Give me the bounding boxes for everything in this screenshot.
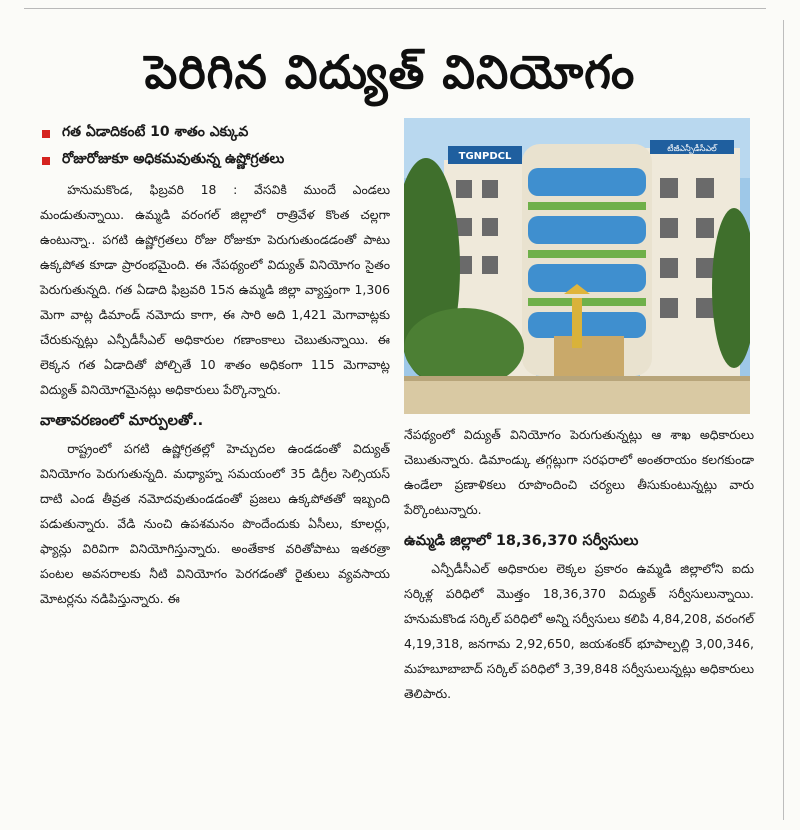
column-rule [783, 20, 784, 820]
article-paragraph-services: ఎన్పీడీసీఎల్ అధికారుల లెక్కల ప్రకారం ఉమ్మడి జిల్లాలోని ఐదు సర్కిళ్ల పరిధిలో మొత్తం 18,36,370 విద్యుత్ సర్వీసులున్నాయి. హనుమకొండ సర్కిల్ పరిధిలో అన్ని సర్వీసులు కలిపి 4,84,208, వరంగల్ 4,19,318, జనగామ 2,92,650, జయశంకర్ భూపాల్పల్లి 3,00,346, మహబూబాబాద్ సర్కిల్ పరిధిలో 3,39,848 సర్వీసులున్నట్లు అధికారులు తెలిపారు. [404, 561, 754, 701]
subhead-weather-changes: వాతావరణంలో మార్పులతో.. [40, 413, 204, 429]
highlights-list [42, 120, 412, 174]
highlight-item [42, 147, 412, 174]
headline: పెరిగిన విద్యుత్ వినియోగం [144, 45, 636, 99]
highlight-item [42, 120, 412, 147]
highlight-text: రోజురోజుకూ అధికమవుతున్న ఉష్ణోగ్రతలు [62, 151, 285, 167]
building-illustration [404, 118, 750, 414]
subhead-services-count: ఉమ్మడి జిల్లాలో 18,36,370 సర్వీసులు [404, 533, 639, 549]
article-paragraph-continued: నేపథ్యంలో విద్యుత్ వినియోగం పెరుగుతున్నట్లు ఆ శాఖ అధికారులు చెబుతున్నారు. డిమాండ్కు తగ్గట్లుగా సరఫరాలో అంతరాయం కలగకుండా ఉండేలా ప్రణాళికలు రూపొందించి చర్యలు తీసుకుంటున్నట్లు వారు పేర్కొంటున్నారు. [404, 427, 754, 517]
sign-tgnpdcl: TGNPDCL [458, 151, 512, 162]
tgnpdcl-building-photo [404, 118, 750, 414]
article-paragraph-intro: హనుమకొండ, ఫిబ్రవరి 18 : వేసవికి ముందే ఎండలు మండుతున్నాయి. ఉమ్మడి వరంగల్ జిల్లాలో రాత్రివేళ కొంత చల్లగా ఉంటున్నా.. పగటి ఉష్ణోగ్రతలు రోజు రోజుకూ పెరుగుతుండడంతో పాటు ఉక్కపోత కూడా ప్రారంభమైంది. ఈ నేపథ్యంలో విద్యుత్ వినియోగం సైతం పెరుగుతున్నది. గత ఏడాది ఫిబ్రవరి 15న ఉమ్మడి జిల్లా వ్యాప్తంగా 1,306 మెగా వాట్ల డిమాండ్ నమోదు కాగా, ఈ సారి అది 1,421 మెగావాట్లకు చేరుకున్నట్లు ఎన్పీడీసీఎల్ అధికారుల గణాంకాలు చెబుతున్నాయి. ఈ లెక్కన గత ఏడాదితో పోల్చితే 10 శాతం అధికంగా 115 మెగావాట్ల విద్యుత్ వినియోగమైనట్లు అధికారులు పేర్కొన్నారు. [40, 182, 390, 397]
right-column [404, 422, 754, 706]
left-column [40, 177, 390, 611]
red-square-bullet-icon [42, 130, 50, 138]
red-square-bullet-icon [42, 157, 50, 165]
highlight-text: గత ఏడాదికంటే 10 శాతం ఎక్కువ [62, 124, 249, 140]
article-paragraph-weather: రాష్ట్రంలో పగటి ఉష్ణోగ్రతల్లో హెచ్చుదల ఉండడంతో విద్యుత్ వినియోగం పెరుగుతున్నది. మధ్యాహ్న సమయంలో 35 డిగ్రీల సెల్సియస్ దాటి ఎండ తీవ్రత నమోదవుతుండడంతో ప్రజలు ఉక్కపోతతో ఇబ్బంది పడుతున్నారు. వేడి నుంచి ఉపశమనం పొందేందుకు ఏసీలు, కూలర్లు, ఫ్యాన్లు విరివిగా వినియోగిస్తున్నారు. అంతేకాక వరితోపాటు ఇతరత్రా పంటల అవసరాలకు నీటి వినియోగం పెరగడంతో రైతులు వ్యవసాయ మోటర్లను నడిపిస్తున్నారు. ఈ [40, 441, 390, 606]
top-rule [24, 8, 766, 9]
sign-telugu: టీజీఎన్పీడీసీఎల్ [667, 144, 717, 153]
